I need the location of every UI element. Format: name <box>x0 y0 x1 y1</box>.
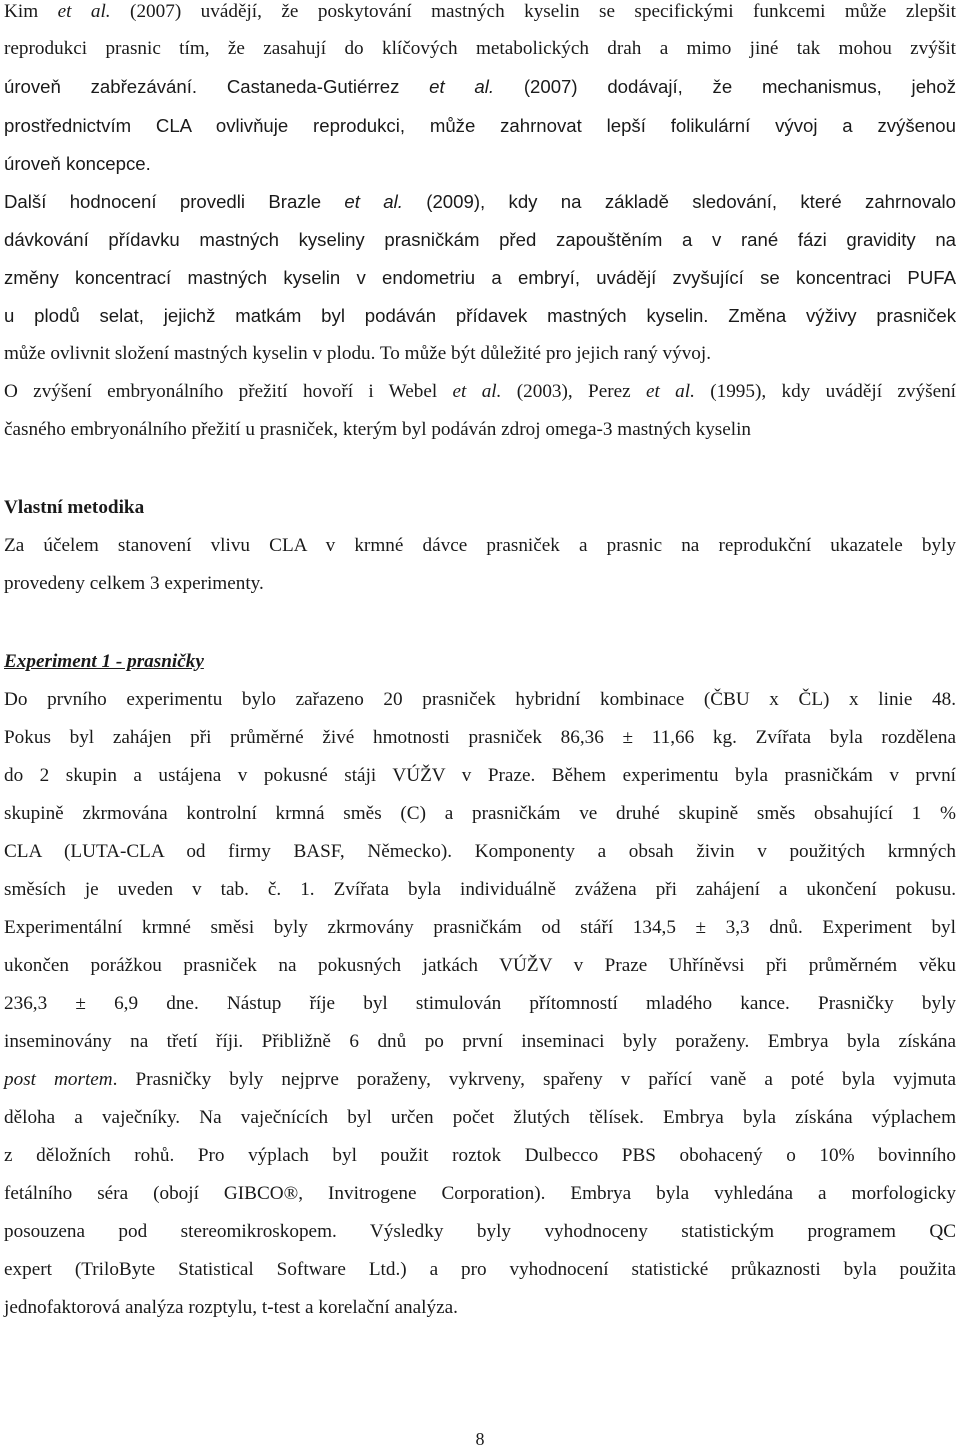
paragraph-1-line-1 <box>4 0 956 31</box>
paragraph-4-line-9: 236,3 ± 6,9 dne. Nástup říje byl stimulován přítomností mladého kance. Prasničky byly <box>4 993 956 1014</box>
paragraph-4-line-7: Experimentální krmné směsi byly zkrmovány prasničkám od stáří 134,5 ± 3,3 dnů. Experiment byl <box>4 917 956 938</box>
paragraph-2-line-3: změny koncentrací mastných kyselin v endometriu a embryí, uvádějí zvyšující se koncentraci PUFA <box>4 267 956 288</box>
paragraph-1-line-2: reprodukci prasnic tím, že zasahují do klíčových metabolických drah a mimo jiné tak mohou zvýšit <box>4 38 956 59</box>
paragraph-4-line-13: z děložních rohů. Pro výplach byl použit roztok Dulbecco PBS obohacený o 10% bovinního <box>4 1145 956 1166</box>
author-citation: Kim et al. <box>4 1 111 22</box>
paragraph-4-line-3: do 2 skupin a ustájena v pokusné stáji VÚŽV v Praze. Během experimentu byla prasničkám v první <box>4 765 956 786</box>
paragraph-2-line-7: časného embryonálního přežití u prasniček, kterým byl podáván zdroj omega-3 mastných kyselin <box>4 419 752 440</box>
paragraph-4-line-10: inseminovány na třetí říji. Přibližně 6 dnů po první inseminaci byly poraženy. Embrya byla získána <box>4 1031 956 1052</box>
paragraph-4-line-4: skupině zkrmována kontrolní krmná směs (C) a prasničkám ve druhé skupině směs obsahující 1 % <box>4 803 956 824</box>
paragraph-4-line-2: Pokus byl zahájen při průměrné živé hmotnosti prasniček 86,36 ± 11,66 kg. Zvířata byla rozdělena <box>4 727 956 748</box>
paragraph-2-line-6: O zvýšení embryonálního přežití hovoří i Webel et al. (2003), Perez et al. (1995), kdy uvádějí zvýšení <box>4 381 957 402</box>
paragraph-4-line-16: expert (TriloByte Statistical Software Ltd.) a pro vyhodnocení statistické průkaznosti byla použita <box>4 1259 956 1280</box>
paragraph-1-line-4: prostřednictvím CLA ovlivňuje reprodukci, může zahrnovat lepší folikulární vývoj a zvýšenou <box>4 115 956 136</box>
experiment-heading: Experiment 1 - prasničky <box>4 651 204 672</box>
paragraph-3-line-2: provedeny celkem 3 experimenty. <box>4 573 264 594</box>
paragraph-4-line-12: děloha a vaječníky. Na vaječnících byl určen počet žlutých tělísek. Embrya byla získána výplachem <box>4 1107 956 1128</box>
paragraph-4-line-14: fetálního séra (obojí GIBCO®, Invitrogene Corporation). Embrya byla vyhledána a morfologicky <box>4 1183 956 1204</box>
paragraph-1-line-3: úroveň zabřezávání. Castaneda-Gutiérrez et al. (2007) dodávají, že mechanismus, jehož <box>4 76 957 97</box>
paragraph-4-line-6: směsích je uveden v tab. č. 1. Zvířata byla individuálně zvážena při zahájení a ukončení pokusu. <box>4 879 956 900</box>
paragraph-4-line-17: jednofaktorová analýza rozptylu, t-test a korelační analýza. <box>4 1297 458 1318</box>
paragraph-2-line-4: u plodů selat, jejichž matkám byl podáván přídavek mastných kyselin. Změna výživy prasniček <box>4 305 956 326</box>
paragraph-4-line-8: ukončen porážkou prasniček na pokusných jatkách VÚŽV v Praze Uhříněvsi při průměrném věku <box>4 955 956 976</box>
paragraph-4-line-1: Do prvního experimentu bylo zařazeno 20 prasniček hybridní kombinace (ČBU x ČL) x linie 48. <box>4 689 956 710</box>
paragraph-4-line-11: post mortem. Prasničky byly nejprve poraženy, vykrveny, spařeny v pařící vaně a poté byla vyjmuta <box>4 1069 956 1090</box>
paragraph-2-line-1: Další hodnocení provedli Brazle et al. (2009), kdy na základě sledování, které zahrnovalo <box>4 191 957 212</box>
paragraph-2-line-5: může ovlivnit složení mastných kyselin v plodu. To může být důležité pro jejich raný vývoj. <box>4 343 712 364</box>
section-heading: Vlastní metodika <box>4 497 145 518</box>
paragraph-1-line-5: úroveň koncepce. <box>4 153 151 174</box>
page-number: 8 <box>475 1429 485 1449</box>
line-rest: (2007) uvádějí, že poskytování mastných kyselin se specifickými funkcemi může zlepšit <box>110 1 956 22</box>
paragraph-2-line-2: dávkování přídavku mastných kyseliny prasničkám před zapouštěním a v rané fázi gravidity na <box>4 229 956 250</box>
paragraph-4-line-15: posouzena pod stereomikroskopem. Výsledky byly vyhodnoceny statistickým programem QC <box>4 1221 956 1242</box>
paragraph-4-line-5: CLA (LUTA-CLA od firmy BASF, Německo). Komponenty a obsah živin v použitých krmných <box>4 841 956 862</box>
paragraph-3-line-1: Za účelem stanovení vlivu CLA v krmné dávce prasniček a prasnic na reprodukční ukazatele byly <box>4 535 956 556</box>
